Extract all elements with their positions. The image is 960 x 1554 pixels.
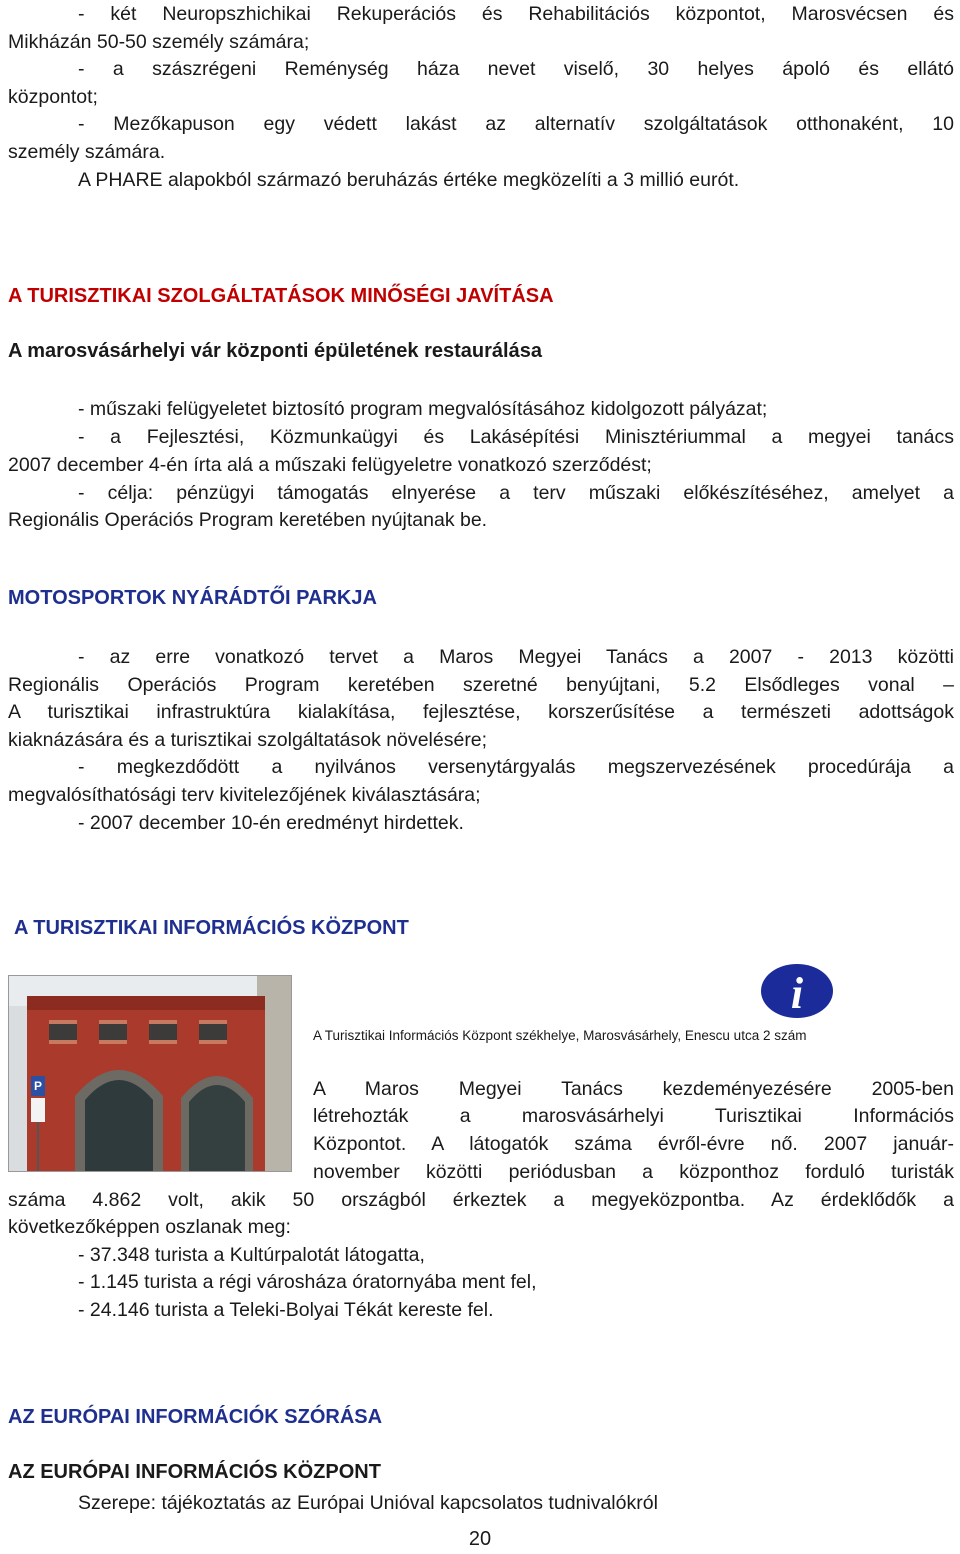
body-line: - műszaki felügyeletet biztosító program megvalósításához kidolgozott pályázat; <box>78 398 768 420</box>
body-line: A Maros Megyei Tanács kezdeményezésére 2005-ben <box>313 1078 954 1100</box>
body-line: - 2007 december 10-én eredményt hirdettek. <box>78 812 464 834</box>
body-line: - megkezdődött a nyilvános versenytárgyalás megszervezésének procedúrája a <box>78 756 954 778</box>
body-line: létrehozták a marosvásárhelyi Turisztikai Információs <box>313 1105 954 1127</box>
intro-line: - a szászrégeni Reménység háza nevet viselő, 30 helyes ápoló és ellátó <box>78 58 954 80</box>
section-heading-motorsport: MOTOSPORTOK NYÁRÁDTŐI PARKJA <box>8 587 377 609</box>
section-subheading-eu-center: AZ EURÓPAI INFORMÁCIÓS KÖZPONT <box>8 1461 381 1483</box>
list-item: - 1.145 turista a régi városháza óratornyába ment fel, <box>78 1271 537 1293</box>
body-line: 2007 december 4-én írta alá a műszaki felügyeletre vonatkozó szerződést; <box>8 454 652 476</box>
info-icon-letter: i <box>790 969 804 1018</box>
intro-line: személy számára. <box>8 141 166 163</box>
intro-line: központot; <box>8 86 98 108</box>
section-heading-eu-info: AZ EURÓPAI INFORMÁCIÓK SZÓRÁSA <box>8 1406 383 1428</box>
body-line: Szerepe: tájékoztatás az Európai Unióval kapcsolatos tudnivalókról <box>78 1492 658 1514</box>
list-item: - 37.348 turista a Kultúrpalotát látogatta, <box>78 1244 425 1266</box>
page-number: 20 <box>468 1528 492 1550</box>
body-line: következőképpen oszlanak meg: <box>8 1216 291 1238</box>
section-heading-tourism-quality: A TURISZTIKAI SZOLGÁLTATÁSOK MINŐSÉGI JAVÍTÁSA <box>8 285 554 307</box>
body-line: Regionális Operációs Program keretében nyújtanak be. <box>8 509 488 531</box>
body-line: Regionális Operációs Program keretében szeretné benyújtani, 5.2 Elsődleges vonal – <box>8 674 954 696</box>
photo-caption: A Turisztikai Információs Központ székhelye, Marosvásárhely, Enescu utca 2 szám <box>313 1028 807 1043</box>
info-icon <box>760 963 834 1019</box>
body-line: száma 4.862 volt, akik 50 országból érkeztek a megyeközpontba. Az érdeklődők a <box>8 1189 954 1211</box>
info-center-building-photo <box>8 975 292 1172</box>
svg-text:P: P <box>34 1079 43 1093</box>
body-line: - célja: pénzügyi támogatás elnyerése a terv műszaki előkészítéséhez, amelyet a <box>78 482 954 504</box>
intro-line: - Mezőkapuson egy védett lakást az alternatív szolgáltatások otthonaként, 10 <box>78 113 954 135</box>
section-heading-info-center: A TURISZTIKAI INFORMÁCIÓS KÖZPONT <box>14 917 409 939</box>
list-item: - 24.146 turista a Teleki-Bolyai Tékát kereste fel. <box>78 1299 494 1321</box>
section-subheading-castle: A marosvásárhelyi vár központi épületének restaurálása <box>8 340 542 362</box>
body-line: november közötti periódusban a központhoz forduló turisták <box>313 1161 954 1183</box>
body-line: - az erre vonatkozó tervet a Maros Megyei Tanács a 2007 - 2013 közötti <box>78 646 954 668</box>
intro-line: - két Neuropszhichikai Rekuperációs és Rehabilitációs központot, Marosvécsen és <box>78 3 954 25</box>
body-line: Központot. A látogatók száma évről-évre nő. 2007 január- <box>313 1133 954 1155</box>
body-line: kiaknázására és a turisztikai szolgáltatások növelésére; <box>8 729 488 751</box>
body-line: A turisztikai infrastruktúra kialakítása, fejlesztése, korszerűsítése a természeti adottságok <box>8 701 954 723</box>
body-line: megvalósíthatósági terv kivitelezőjének kiválasztására; <box>8 784 481 806</box>
intro-line: Mikházán 50-50 személy számára; <box>8 31 310 53</box>
body-line: - a Fejlesztési, Közmunkaügyi és Lakásépítési Minisztériummal a megyei tanács <box>78 426 954 448</box>
intro-line: A PHARE alapokból származó beruházás értéke megközelíti a 3 millió eurót. <box>78 169 740 191</box>
